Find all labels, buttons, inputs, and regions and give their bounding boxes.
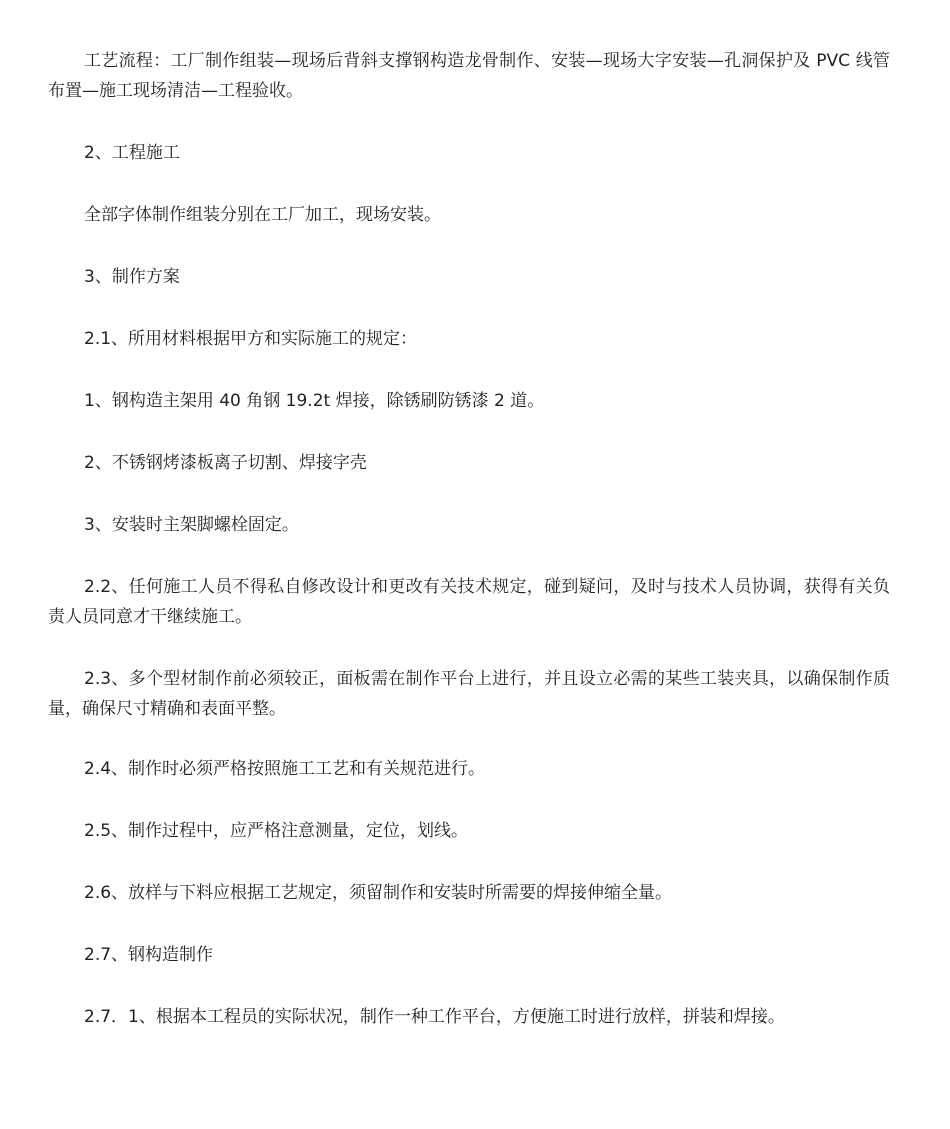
subsection-2-7: 2.7、钢构造制作 bbox=[84, 945, 214, 965]
subsection-2-6: 2.6、放样与下料应根据工艺规定，须留制作和安装时所需要的焊接伸缩全量。 bbox=[84, 883, 673, 903]
subsection-2-2: 2.2、任何施工人员不得私自修改设计和更改有关技术规定，碰到疑问，及时与技术人员协调，获得有关负责人员同意才干继续施工。 bbox=[48, 577, 890, 627]
process-flow-paragraph: 工艺流程：工厂制作组装—现场后背斜支撑钢构造龙骨制作、安装—现场大字安装—孔洞保护及 PVC 线管布置—施工现场清洁—工程验收。 bbox=[48, 51, 890, 101]
section-heading-construction: 2、工程施工 bbox=[84, 143, 180, 163]
subsection-2-7-1: 2.7．1、根据本工程员的实际状况，制作一种工作平台，方便施工时进行放样，拼装和焊接。 bbox=[84, 1007, 785, 1027]
list-item-steel-frame: 1、钢构造主架用 40 角钢 19.2t 焊接，除锈刷防锈漆 2 道。 bbox=[84, 391, 545, 411]
section-heading-plan: 3、制作方案 bbox=[84, 267, 180, 287]
list-item-stainless-plate: 2、不锈钢烤漆板离子切割、焊接字壳 bbox=[84, 453, 367, 473]
subsection-2-5: 2.5、制作过程中，应严格注意测量，定位，划线。 bbox=[84, 821, 469, 841]
list-item-bolt-fixing: 3、安装时主架脚螺栓固定。 bbox=[84, 515, 299, 535]
construction-paragraph: 全部字体制作组装分别在工厂加工，现场安装。 bbox=[84, 205, 441, 225]
subsection-2-3: 2.3、多个型材制作前必须较正，面板需在制作平台上进行，并且设立必需的某些工装夹具，以确保制作质量，确保尺寸精确和表面平整。 bbox=[48, 669, 890, 719]
subsection-2-4: 2.4、制作时必须严格按照施工工艺和有关规范进行。 bbox=[84, 759, 486, 779]
subsection-2-1: 2.1、所用材料根据甲方和实际施工的规定： bbox=[84, 329, 418, 349]
